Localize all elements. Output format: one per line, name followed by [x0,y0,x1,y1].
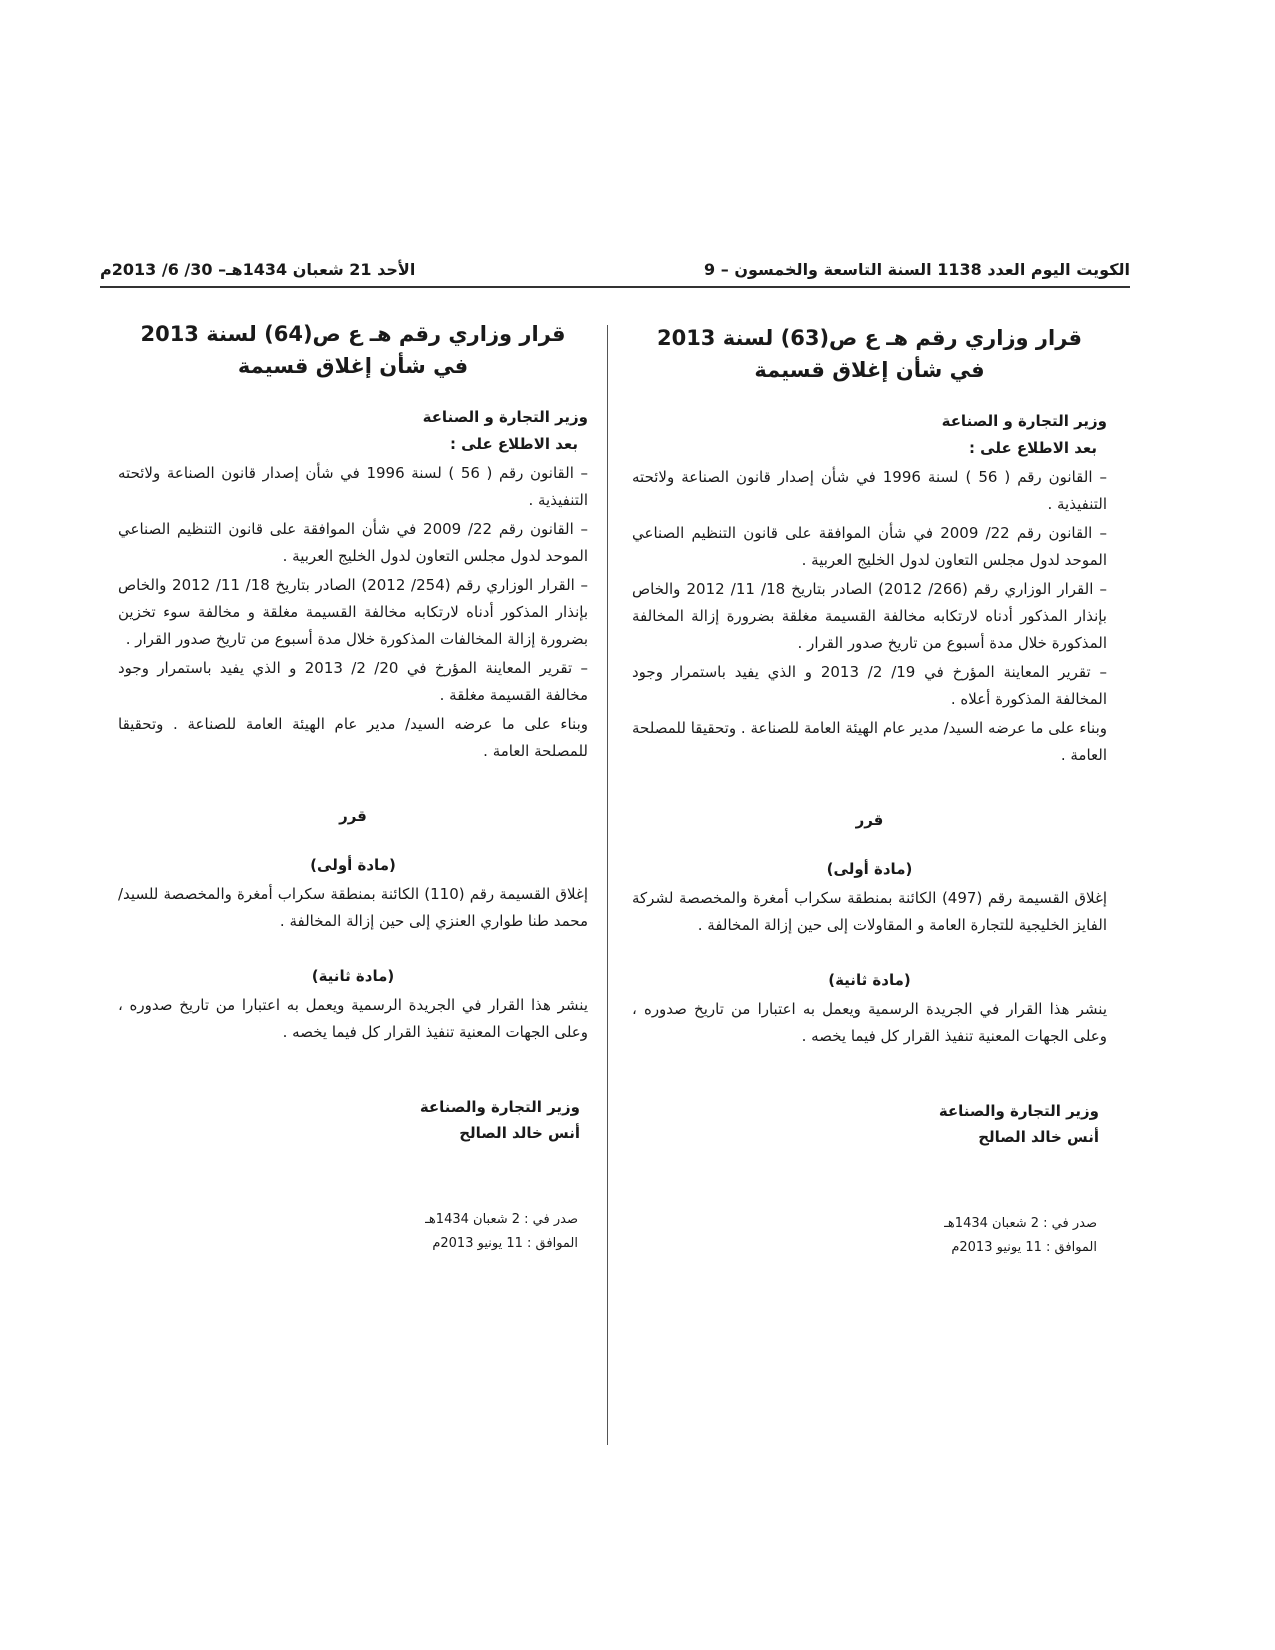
issuing-minister: وزير التجارة و الصناعة [941,412,1107,430]
article-1-text: إغلاق القسيمة رقم (110) الكائنة بمنطقة سكراب أمغرة والمخصصة للسيد/ محمد طنا طواري العنزي إلى حين إزالة المخالفة . [118,885,588,930]
decree-64 [118,318,588,1256]
article-1-title: (مادة أولى) [310,856,396,874]
article-2-text: ينشر هذا القرار في الجريدة الرسمية ويعمل به اعتبارا من تاريخ صدوره ، وعلى الجهات المعنية تنفيذ القرار كل فيما يخصه . [118,996,588,1041]
after-review-heading: بعد الاطلاع على : [449,435,578,453]
column-divider [607,325,608,1445]
article-2-title: (مادة ثانية) [828,971,911,989]
article-2-title: (مادة ثانية) [311,967,395,985]
signature-title: وزير التجارة والصناعة [938,1102,1099,1120]
recital-clause: – القانون رقم ( 56 ) لسنة 1996 في شأن إصدار قانون الصناعة ولائحته التنفيذية . [118,464,588,509]
recital-clause: وبناء على ما عرضه السيد/ مدير عام الهيئة العامة للصناعة . وتحقيقا للمصلحة العامة . [118,715,588,760]
signature-name: أنس خالد الصالح [978,1128,1099,1146]
decided-heading: قرر [855,811,884,829]
decree-title-line2: في شأن إغلاق قسيمة [237,354,469,378]
issue-date-block [118,1208,588,1256]
decree-title [118,318,588,382]
article-1-title: (مادة أولى) [826,860,913,878]
article-1-text: إغلاق القسيمة رقم (497) الكائنة بمنطقة سكراب أمغرة والمخصصة لشركة الفايز الخليجية للتجارة العامة و المقاولات إلى حين إزالة المخالفة . [632,889,1107,934]
recital-clause: وبناء على ما عرضه السيد/ مدير عام الهيئة العامة للصناعة . وتحقيقا للمصلحة العامة . [632,719,1107,764]
recital-clause: – القانون رقم 22/ 2009 في شأن الموافقة على قانون التنظيم الصناعي الموحد لدول مجلس التعاون لدول الخليج العربية . [118,520,588,565]
recital-clause: – القرار الوزاري رقم (266/ 2012) الصادر بتاريخ 18/ 11/ 2012 والخاص بإنذار المذكور أدناه لارتكابه مخالفة القسيمة مغلقة بضرورة إزالة المخالفة المذكورة خلال مدة أسبوع من تاريخ صدور القرار . [632,580,1107,652]
page-header [100,252,1130,288]
issue-date-hijri: صدر في : 2 شعبان 1434هـ [425,1212,578,1227]
recital-clause: – القانون رقم 22/ 2009 في شأن الموافقة على قانون التنظيم الصناعي الموحد لدول مجلس التعاون لدول الخليج العربية . [632,524,1107,569]
header-issue-info: الكويت اليوم العدد 1138 السنة التاسعة والخمسون – 9 [704,259,1130,279]
signature-name: أنس خالد الصالح [459,1124,580,1142]
article-2-text: ينشر هذا القرار في الجريدة الرسمية ويعمل به اعتبارا من تاريخ صدوره ، وعلى الجهات المعنية تنفيذ القرار كل فيما يخصه . [632,1000,1107,1045]
recital-clause: – تقرير المعاينة المؤرخ في 19/ 2/ 2013 و الذي يفيد باستمرار وجود المخالفة المذكورة أعلاه . [632,663,1107,708]
after-review-heading: بعد الاطلاع على : [968,439,1097,457]
signature-title: وزير التجارة والصناعة [419,1098,580,1116]
signature-block [632,1098,1107,1150]
recital-clause: – القانون رقم ( 56 ) لسنة 1996 في شأن إصدار قانون الصناعة ولائحته التنفيذية . [632,468,1107,513]
decree-title [632,322,1107,386]
issue-date-gregorian: الموافق : 11 يونيو 2013م [432,1236,578,1251]
decree-title-line2: في شأن إغلاق قسيمة [754,358,985,382]
decree-title-line1: قرار وزاري رقم هـ ع ص(63) لسنة 2013 [656,326,1083,350]
issue-date-block [632,1212,1107,1260]
decree-title-line1: قرار وزاري رقم هـ ع ص(64) لسنة 2013 [140,322,566,346]
issuing-minister: وزير التجارة و الصناعة [422,408,588,426]
decided-heading: قرر [339,807,367,825]
issue-date-hijri: صدر في : 2 شعبان 1434هـ [944,1216,1097,1231]
signature-block [118,1094,588,1146]
decree-63 [632,322,1107,1260]
recital-clause: – تقرير المعاينة المؤرخ في 20/ 2/ 2013 و الذي يفيد باستمرار وجود مخالفة القسيمة مغلقة . [118,659,589,704]
header-date: الأحد 21 شعبان 1434هـ– 30/ 6/ 2013م [100,259,416,279]
issue-date-gregorian: الموافق : 11 يونيو 2013م [951,1240,1097,1255]
recital-clause: – القرار الوزاري رقم (254/ 2012) الصادر بتاريخ 18/ 11/ 2012 والخاص بإنذار المذكور أدناه لارتكابه مخالفة القسيمة مغلقة و مخالفة سوء تخزين بضرورة إزالة المخالفات المذكورة خلال مدة أسبوع من تاريخ صدور القرار . [118,576,588,648]
